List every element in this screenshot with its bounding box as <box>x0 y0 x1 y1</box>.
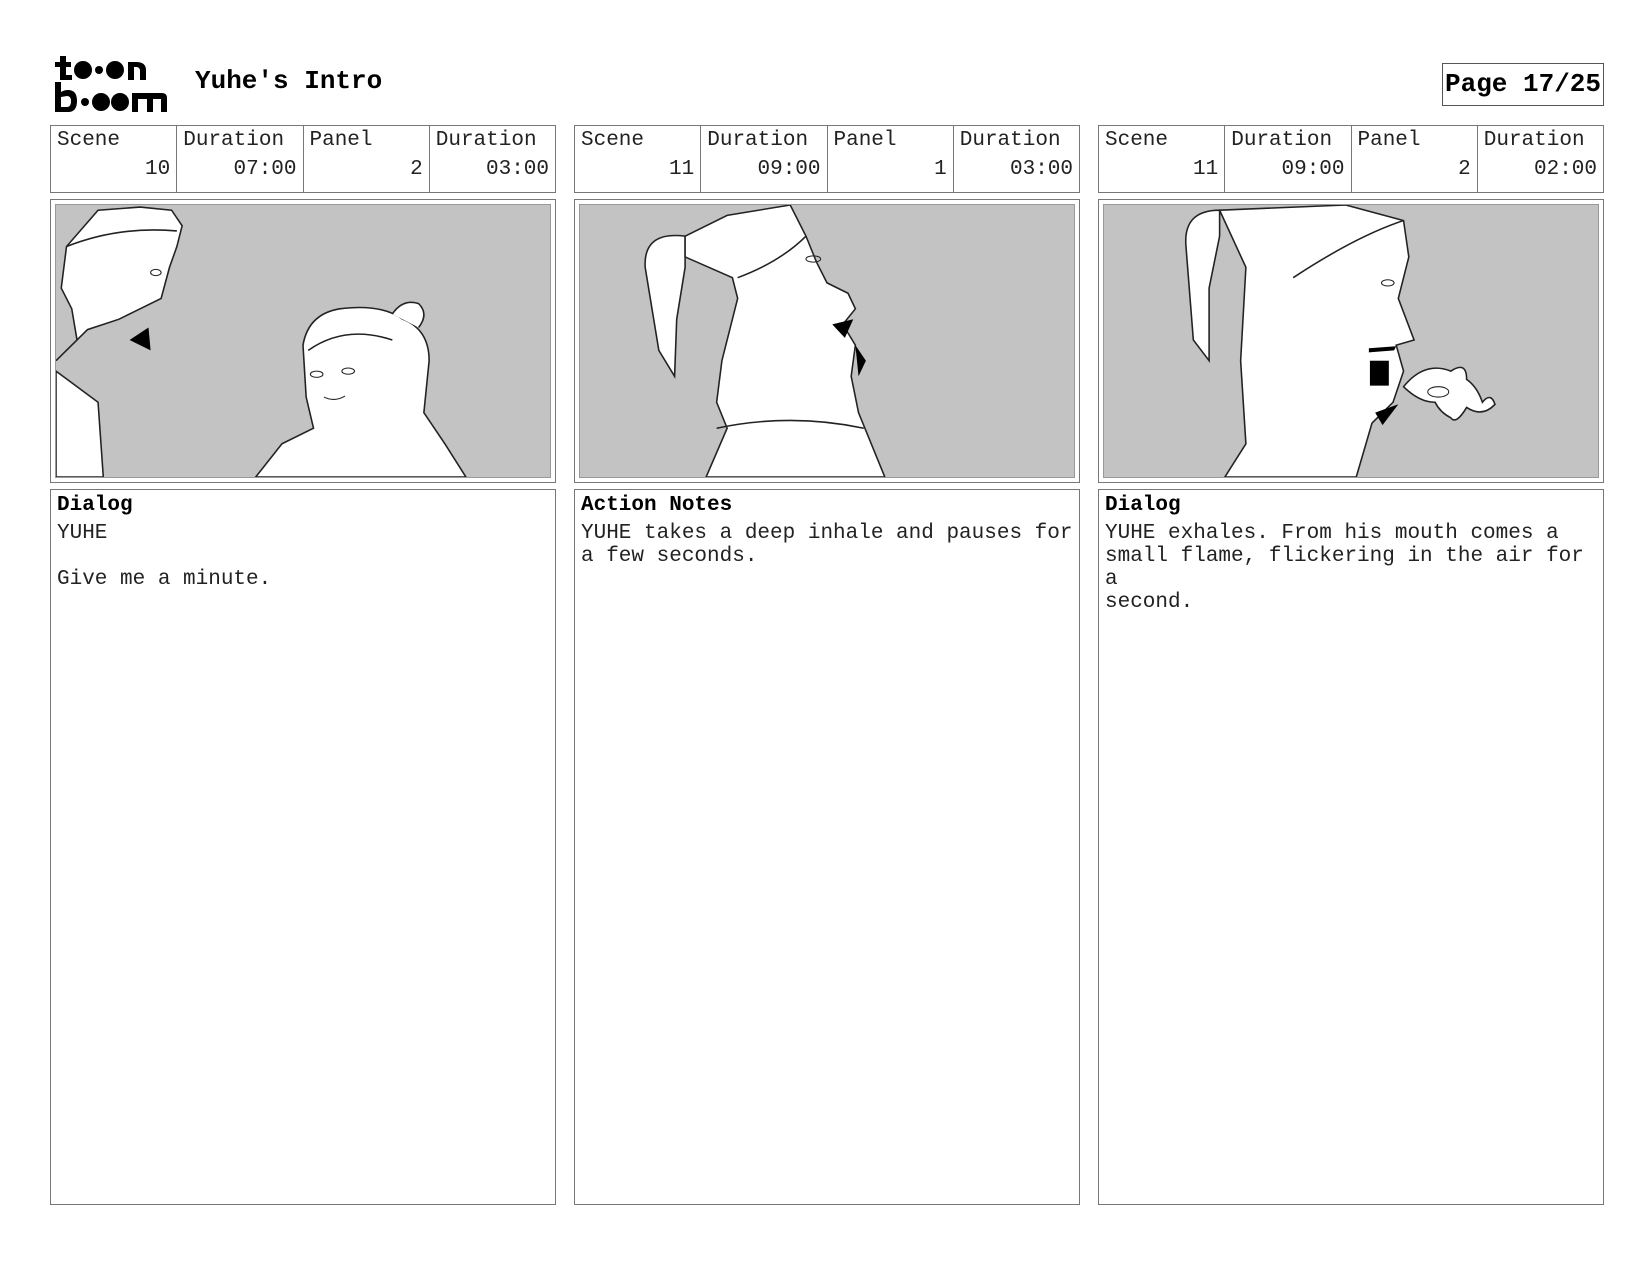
panel-image-frame <box>50 199 556 483</box>
notes-text: YUHE Give me a minute. <box>57 522 272 591</box>
panel-sketch-image <box>55 204 551 478</box>
toon-boom-logo <box>54 52 169 114</box>
panel-cell <box>304 126 430 192</box>
notes-heading: Dialog <box>57 494 133 517</box>
panel-label: Panel <box>833 129 897 152</box>
panel-duration-label: Duration <box>1483 129 1585 152</box>
panel-duration-cell <box>954 126 1079 192</box>
panel-duration-value: 02:00 <box>1533 158 1597 181</box>
scene-label: Scene <box>57 129 121 152</box>
notes-heading: Action Notes <box>581 494 733 517</box>
scene-label: Scene <box>581 129 645 152</box>
notes-text: YUHE takes a deep inhale and pauses for a few seconds. <box>581 522 1073 568</box>
scene-number: 11 <box>1193 158 1219 181</box>
scene-cell <box>51 126 177 192</box>
panel-column-2 <box>574 125 1080 1205</box>
panel-number: 1 <box>934 158 947 181</box>
panel-number: 2 <box>410 158 423 181</box>
panel-duration-value: 03:00 <box>1009 158 1073 181</box>
storyboard-title: Yuhe's Intro <box>195 66 383 96</box>
panel-info-row <box>1098 125 1604 193</box>
scene-duration-value: 07:00 <box>233 158 297 181</box>
scene-number: 10 <box>145 158 171 181</box>
panel-sketch-image <box>1103 204 1599 478</box>
panel-sketch-image <box>579 204 1075 478</box>
panel-cell <box>1352 126 1478 192</box>
scene-label: Scene <box>1105 129 1169 152</box>
panel-duration-value: 03:00 <box>485 158 549 181</box>
panel-notes <box>1098 489 1604 1205</box>
notes-text: YUHE exhales. From his mouth comes a small flame, flickering in the air for a second. <box>1105 522 1584 614</box>
panel-image-frame <box>1098 199 1604 483</box>
scene-duration-label: Duration <box>707 129 809 152</box>
scene-duration-cell <box>701 126 827 192</box>
panel-notes <box>574 489 1080 1205</box>
panel-duration-label: Duration <box>435 129 537 152</box>
scene-duration-cell <box>177 126 303 192</box>
scene-cell <box>575 126 701 192</box>
scene-duration-cell <box>1225 126 1351 192</box>
panel-number: 2 <box>1458 158 1471 181</box>
panel-image-frame <box>574 199 1080 483</box>
panel-column-1 <box>50 125 556 1205</box>
scene-duration-value: 09:00 <box>1281 158 1345 181</box>
panel-info-row <box>50 125 556 193</box>
scene-duration-label: Duration <box>183 129 285 152</box>
notes-heading: Dialog <box>1105 494 1181 517</box>
scene-duration-value: 09:00 <box>757 158 821 181</box>
panel-label: Panel <box>309 129 373 152</box>
panel-duration-cell <box>430 126 555 192</box>
panel-column-3 <box>1098 125 1604 1205</box>
panel-cell <box>828 126 954 192</box>
panel-duration-cell <box>1478 126 1603 192</box>
scene-cell <box>1099 126 1225 192</box>
panel-info-row <box>574 125 1080 193</box>
panel-notes <box>50 489 556 1205</box>
scene-duration-label: Duration <box>1231 129 1333 152</box>
page-indicator: Page 17/25 <box>1442 63 1604 106</box>
panel-duration-label: Duration <box>959 129 1061 152</box>
panel-label: Panel <box>1357 129 1421 152</box>
scene-number: 11 <box>669 158 695 181</box>
